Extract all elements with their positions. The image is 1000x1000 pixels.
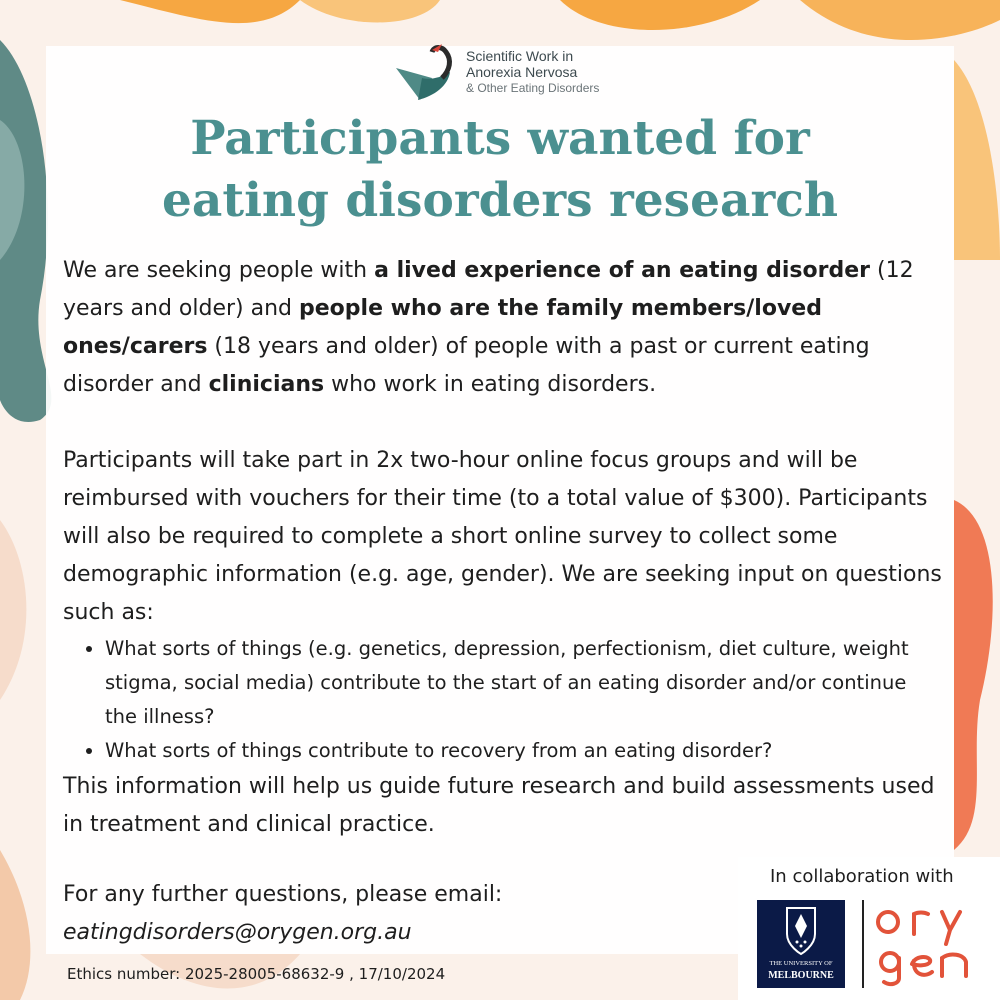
intro-text-4: who work in eating disorders.: [324, 372, 657, 397]
intro-bold-lived-experience: a lived experience of an eating disorder: [374, 258, 870, 283]
contact-prompt: For any further questions, please email:: [63, 882, 503, 907]
logo-line-1: Scientific Work in: [466, 48, 574, 64]
title-line-2: eating disorders research: [162, 173, 838, 228]
unimelb-big-text: MELBOURNE: [768, 970, 834, 981]
title-line-1: Participants wanted for: [190, 111, 810, 166]
logo-line-3: & Other Eating Disorders: [466, 81, 600, 95]
intro-paragraph: [63, 252, 943, 404]
intro-bold-family: people who are the family members/loved ones/carers: [63, 296, 822, 359]
university-of-melbourne-logo: [757, 900, 845, 988]
crest-icon: [757, 900, 845, 960]
intro-text-3: (18 years and older) of people with a past or current eating disorder and: [63, 334, 870, 397]
details-paragraph: Participants will take part in 2x two-hour online focus groups and will be reimbursed with vouchers for their time (to a total value of $300). Participants will also be required to complete a short online survey to collect some demographic information (e.g. age, gender). We are seeking input on questions such as:: [63, 448, 942, 625]
orygen-logo: [872, 900, 984, 990]
list-item: • What sorts of things (e.g. genetics, depression, perfectionism, diet culture, weight stigma, social media) contribute to the start of an eating disorder and/or continue the illness?: [105, 632, 943, 734]
logo-divider: [862, 900, 864, 988]
list-item: • What sorts of things contribute to recovery from an eating disorder?: [105, 734, 943, 768]
swan-logo: [392, 38, 612, 102]
collaboration-label: In collaboration with: [770, 866, 954, 887]
intro-text-2: (12 years and older) and: [63, 258, 914, 321]
unimelb-small-text: THE UNIVERSITY OF: [769, 960, 833, 967]
closing-paragraph: This information will help us guide future research and build assessments used in treatment and clinical practice.: [63, 774, 935, 837]
intro-text-1: We are seeking people with: [63, 258, 375, 283]
logo-line-2: Anorexia Nervosa: [466, 64, 578, 80]
main-body: [63, 252, 943, 844]
email-link[interactable]: eatingdisorders@orygen.org.au: [63, 920, 412, 945]
orygen-wordmark-icon: [872, 900, 984, 990]
ethics-number: Ethics number: 2025-28005-68632-9 , 17/10/2024: [67, 965, 446, 983]
intro-bold-clinicians: clinicians: [208, 372, 325, 397]
contact-section: [63, 876, 623, 952]
swan-icon: [392, 38, 464, 102]
page-title: [46, 108, 954, 232]
questions-list: [63, 632, 943, 768]
